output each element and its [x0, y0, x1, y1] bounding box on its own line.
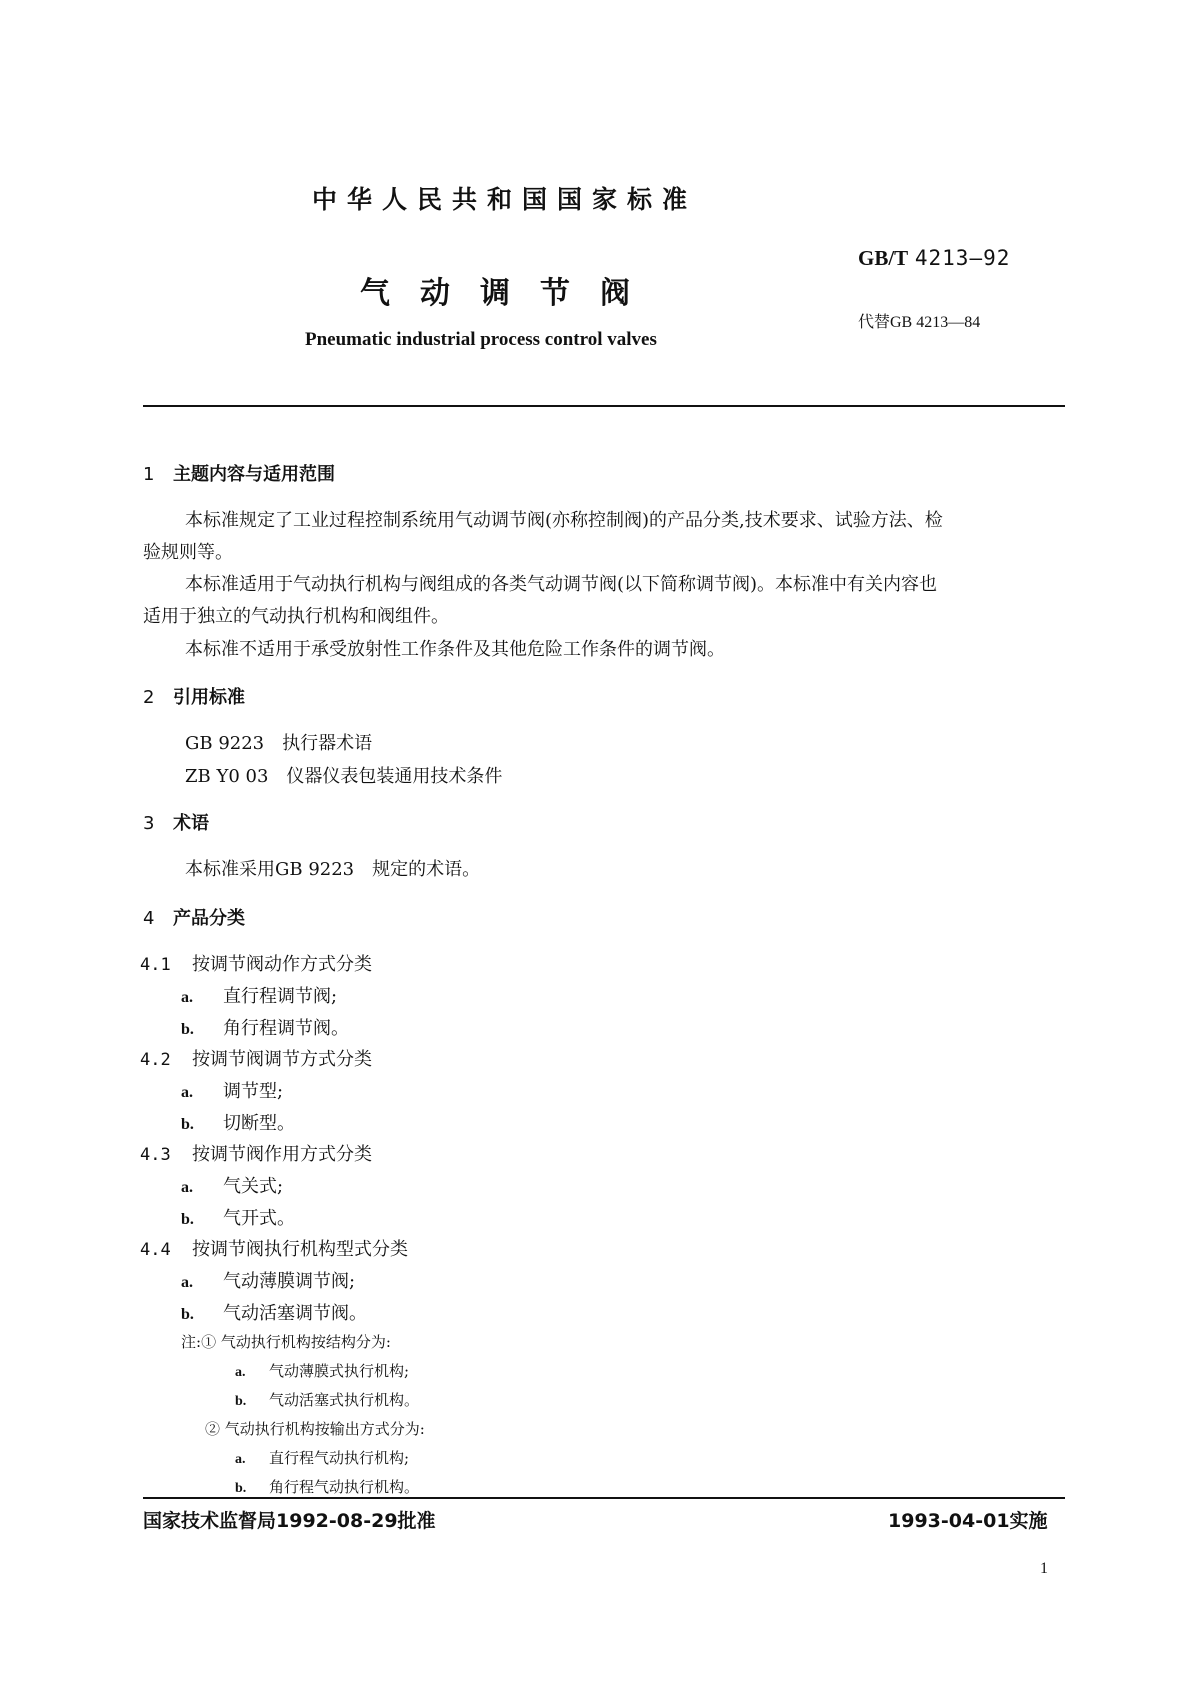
note-list-item	[235, 1389, 419, 1410]
note-label: 注:	[181, 1333, 202, 1351]
list-marker: b.	[235, 1481, 247, 1496]
note	[181, 1331, 391, 1352]
reference-item: ZB Y0 03 仪器仪表包装通用技术条件	[185, 766, 503, 787]
standard-code-prefix: GB/T	[858, 246, 909, 270]
standard-name: 中华人民共和国国家标准	[312, 185, 698, 214]
section-title: 产品分类	[173, 908, 245, 929]
subsection-number: 4.1	[140, 955, 171, 975]
note-item: ② 气动执行机构按输出方式分为:	[205, 1420, 425, 1438]
list-item-text: 直行程调节阀;	[223, 986, 338, 1007]
section-number: 4	[143, 908, 155, 929]
section-number: 1	[143, 464, 155, 485]
paragraph: 适用于独立的气动执行机构和阀组件。	[143, 606, 449, 627]
list-marker: b.	[181, 1211, 194, 1228]
subsection-4-1-heading	[140, 950, 372, 976]
list-item-text: 气动活塞调节阀。	[223, 1303, 367, 1324]
list-marker: b.	[181, 1021, 194, 1038]
list-item	[181, 1077, 283, 1103]
list-marker: a.	[235, 1365, 246, 1380]
note-item-text: 角行程气动执行机构。	[269, 1478, 420, 1496]
list-item	[181, 1014, 349, 1040]
list-marker: b.	[181, 1306, 194, 1323]
list-marker: b.	[181, 1116, 194, 1133]
note-item-text: 直行程气动执行机构;	[269, 1449, 410, 1467]
list-marker: a.	[181, 989, 193, 1006]
subsection-title: 按调节阀动作方式分类	[192, 954, 372, 975]
list-item-text: 气开式。	[223, 1208, 295, 1229]
subsection-number: 4.2	[140, 1050, 171, 1070]
header-divider	[143, 405, 1065, 407]
list-item-text: 切断型。	[223, 1113, 295, 1134]
paragraph: 验规则等。	[143, 542, 233, 563]
list-marker: a.	[181, 1274, 193, 1291]
section-number: 3	[143, 813, 155, 834]
section-number: 2	[143, 687, 155, 708]
replaces-standard: 代替GB 4213—84	[858, 314, 981, 331]
paragraph: 本标准采用GB 9223 规定的术语。	[185, 859, 481, 880]
list-item	[181, 1204, 295, 1230]
note-item-text: 气动薄膜式执行机构;	[269, 1362, 410, 1380]
reference-item: GB 9223 执行器术语	[185, 733, 373, 754]
note-item-text: 气动活塞式执行机构。	[269, 1391, 420, 1409]
implementation-date: 1993-04-01实施	[888, 1510, 1048, 1532]
paragraph: 本标准规定了工业过程控制系统用气动调节阀(亦称控制阀)的产品分类,技术要求、试验方法、检	[185, 510, 943, 531]
subsection-title: 按调节阀调节方式分类	[192, 1049, 372, 1070]
footer-divider	[143, 1497, 1065, 1499]
subsection-4-3-heading	[140, 1140, 372, 1166]
list-item-text: 气关式;	[223, 1176, 284, 1197]
list-item-text: 角行程调节阀。	[223, 1018, 349, 1039]
document-title-cn: 气动调节阀	[360, 276, 660, 311]
subsection-4-2-heading	[140, 1045, 372, 1071]
subsection-number: 4.3	[140, 1145, 171, 1165]
list-item	[181, 982, 337, 1008]
section-2-heading	[143, 683, 245, 709]
list-marker: b.	[235, 1394, 247, 1409]
list-item	[181, 1299, 367, 1325]
section-1-heading	[143, 460, 335, 486]
section-title: 术语	[173, 813, 209, 834]
note-item: ① 气动执行机构按结构分为:	[201, 1333, 391, 1351]
list-item	[181, 1109, 295, 1135]
approval-statement: 国家技术监督局1992-08-29批准	[143, 1510, 436, 1532]
note-list-item	[235, 1476, 419, 1497]
section-title: 引用标准	[173, 687, 245, 708]
section-title: 主题内容与适用范围	[173, 464, 335, 485]
standard-code-number: 4213—92	[914, 246, 1011, 270]
list-item-text: 气动薄膜调节阀;	[223, 1271, 356, 1292]
subsection-title: 按调节阀作用方式分类	[192, 1144, 372, 1165]
list-marker: a.	[235, 1452, 246, 1467]
standard-code	[858, 246, 1010, 271]
paragraph: 本标准适用于气动执行机构与阀组成的各类气动调节阀(以下简称调节阀)。本标准中有关内容也	[185, 574, 938, 595]
subsection-title: 按调节阀执行机构型式分类	[192, 1239, 408, 1260]
section-4-heading	[143, 904, 245, 930]
list-marker: a.	[181, 1179, 193, 1196]
list-item	[181, 1172, 283, 1198]
note-list-item	[235, 1447, 409, 1468]
paragraph: 本标准不适用于承受放射性工作条件及其他危险工作条件的调节阀。	[185, 639, 725, 660]
note-list-item	[235, 1360, 409, 1381]
list-item-text: 调节型;	[223, 1081, 284, 1102]
list-item	[181, 1267, 355, 1293]
section-3-heading	[143, 809, 209, 835]
list-marker: a.	[181, 1084, 193, 1101]
subsection-number: 4.4	[140, 1240, 171, 1260]
document-title-en: Pneumatic industrial process control valves	[305, 329, 657, 350]
page-number: 1	[1040, 1560, 1048, 1577]
subsection-4-4-heading	[140, 1235, 408, 1261]
